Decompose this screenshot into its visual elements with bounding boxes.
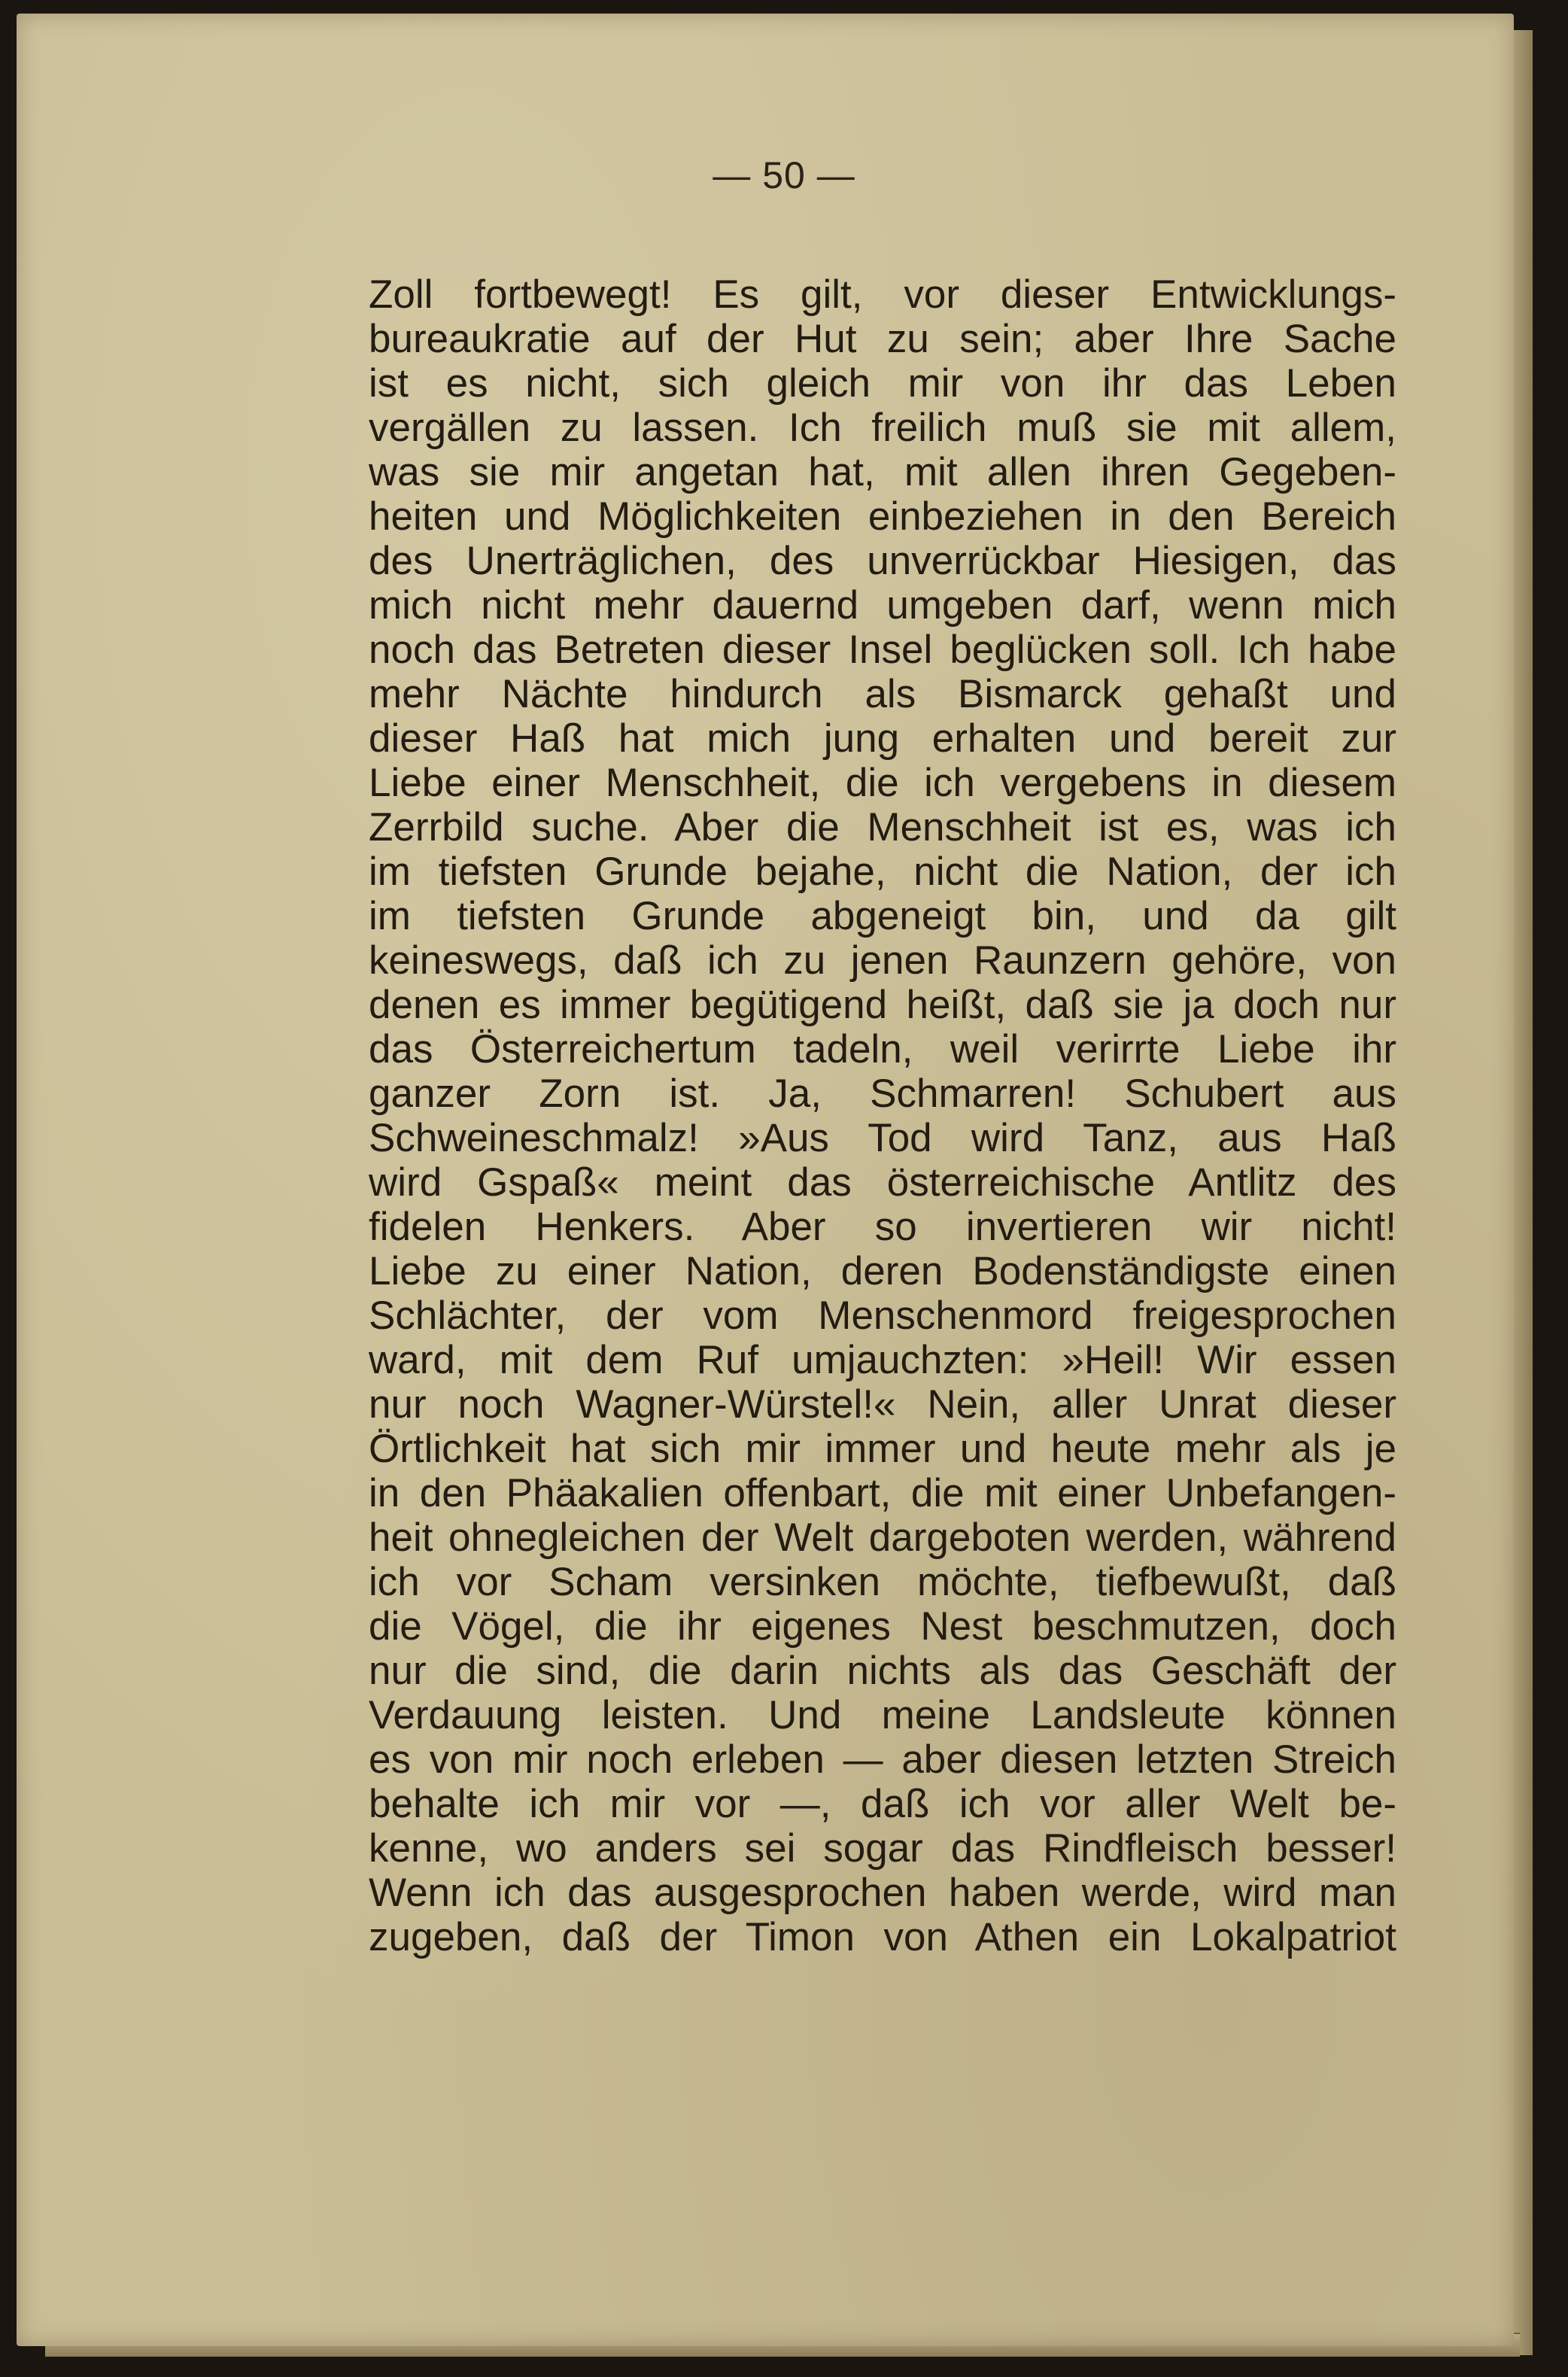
text-line: ich vor Scham versinken möchte, tiefbewußt, daß <box>369 1560 1396 1604</box>
text-line: bureaukratie auf der Hut zu sein; aber Ihre Sache <box>369 317 1396 361</box>
text-line: was sie mir angetan hat, mit allen ihren Gegeben- <box>369 450 1396 494</box>
text-line: des Unerträglichen, des unverrückbar Hiesigen, das <box>369 539 1396 583</box>
text-line: es von mir noch erleben — aber diesen letzten Streich <box>369 1737 1396 1782</box>
text-line: das Österreichertum tadeln, weil verirrte Liebe ihr <box>369 1027 1396 1071</box>
text-line: ganzer Zorn ist. Ja, Schmarren! Schubert aus <box>369 1071 1396 1116</box>
text-line: Verdauung leisten. Und meine Landsleute können <box>369 1693 1396 1737</box>
text-line: mich nicht mehr dauernd umgeben darf, wenn mich <box>369 583 1396 628</box>
text-line: wird Gspaß« meint das österreichische Antlitz des <box>369 1160 1396 1205</box>
text-line: noch das Betreten dieser Insel beglücken soll. Ich habe <box>369 628 1396 672</box>
text-line: zugeben, daß der Timon von Athen ein Lokalpatriot <box>369 1915 1396 1959</box>
text-line: in den Phäakalien offenbart, die mit einer Unbefangen- <box>369 1471 1396 1515</box>
text-line: Zoll fortbewegt! Es gilt, vor dieser Entwicklungs- <box>369 272 1396 317</box>
text-line: im tiefsten Grunde abgeneigt bin, und da gilt <box>369 894 1396 938</box>
text-line: die Vögel, die ihr eigenes Nest beschmutzen, doch <box>369 1604 1396 1649</box>
text-line: Liebe einer Menschheit, die ich vergebens in diesem <box>369 761 1396 805</box>
text-line: ward, mit dem Ruf umjauchzten: »Heil! Wir essen <box>369 1338 1396 1382</box>
text-line: ist es nicht, sich gleich mir von ihr das Leben <box>369 361 1396 406</box>
text-line: behalte ich mir vor —, daß ich vor aller Welt be- <box>369 1782 1396 1826</box>
text-line: heit ohnegleichen der Welt dargeboten werden, während <box>369 1515 1396 1560</box>
text-line: nur noch Wagner-Würstel!« Nein, aller Unrat dieser <box>369 1382 1396 1427</box>
text-line: fidelen Henkers. Aber so invertieren wir nicht! <box>369 1205 1396 1249</box>
body-text <box>369 272 1396 1959</box>
text-line: heiten und Möglichkeiten einbeziehen in den Bereich <box>369 494 1396 539</box>
text-line: mehr Nächte hindurch als Bismarck gehaßt und <box>369 672 1396 716</box>
text-line: Örtlichkeit hat sich mir immer und heute mehr als je <box>369 1427 1396 1471</box>
text-line: Zerrbild suche. Aber die Menschheit ist es, was ich <box>369 805 1396 850</box>
text-line: kenne, wo anders sei sogar das Rindfleisch besser! <box>369 1826 1396 1871</box>
text-line: im tiefsten Grunde bejahe, nicht die Nation, der ich <box>369 850 1396 894</box>
text-line: Liebe zu einer Nation, deren Bodenständigste einen <box>369 1249 1396 1293</box>
text-line: Schlächter, der vom Menschenmord freigesprochen <box>369 1293 1396 1338</box>
text-line: Schweineschmalz! »Aus Tod wird Tanz, aus Haß <box>369 1116 1396 1160</box>
text-line: Wenn ich das ausgesprochen haben werde, wird man <box>369 1871 1396 1915</box>
page-number: — 50 — <box>713 154 855 196</box>
text-line: denen es immer begütigend heißt, daß sie ja doch nur <box>369 983 1396 1027</box>
text-line: keineswegs, daß ich zu jenen Raunzern gehöre, von <box>369 938 1396 983</box>
text-line: vergällen zu lassen. Ich freilich muß sie mit allem, <box>369 406 1396 450</box>
text-line: dieser Haß hat mich jung erhalten und bereit zur <box>369 716 1396 761</box>
text-line: nur die sind, die darin nichts als das Geschäft der <box>369 1649 1396 1693</box>
